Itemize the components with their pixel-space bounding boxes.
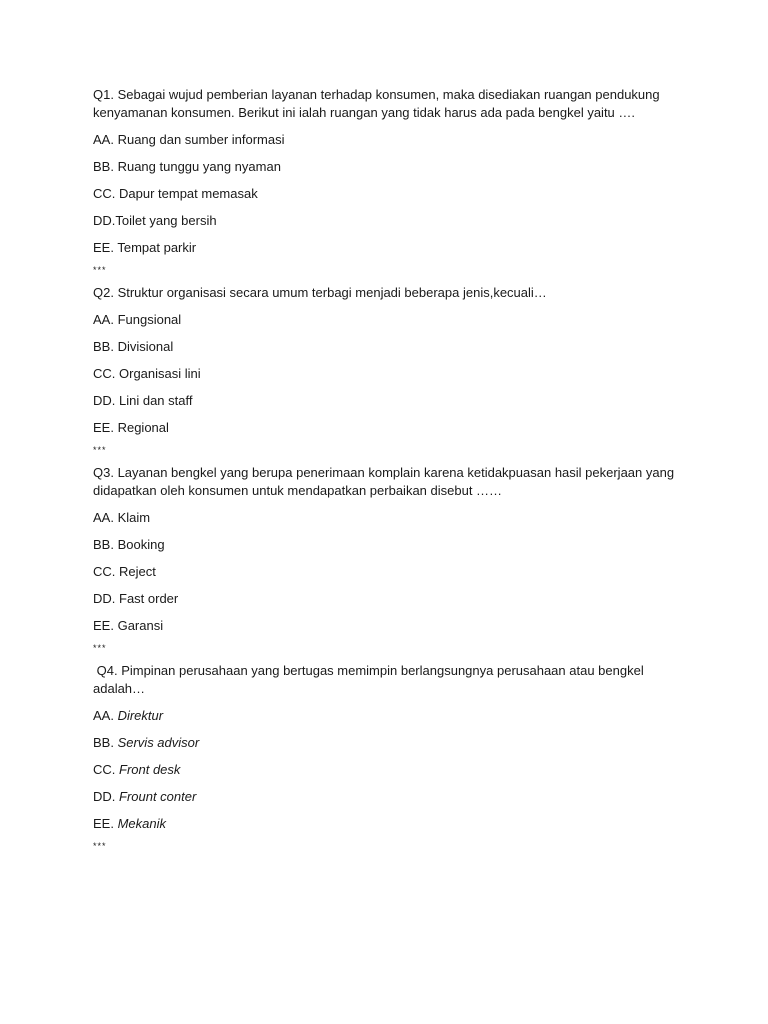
option-text: Mekanik xyxy=(117,816,166,831)
option-text: Fungsional xyxy=(117,312,182,327)
option-text: Tempat parkir xyxy=(117,240,197,255)
option-e xyxy=(93,617,683,635)
option-prefix: AA. xyxy=(93,510,118,525)
option-text: Dapur tempat memasak xyxy=(119,186,258,201)
option-prefix: EE. xyxy=(93,618,118,633)
option-text: Front desk xyxy=(119,762,181,777)
option-text: Garansi xyxy=(117,618,164,633)
option-prefix: DD. xyxy=(93,789,119,804)
option-c xyxy=(93,185,683,203)
option-d xyxy=(93,212,683,230)
separator: *** xyxy=(93,445,107,455)
option-prefix: DD. xyxy=(93,213,116,228)
option-text: Booking xyxy=(117,537,165,552)
question-block-2 xyxy=(93,284,683,455)
option-a xyxy=(93,707,683,725)
option-text: Divisional xyxy=(117,339,174,354)
separator: *** xyxy=(93,643,107,653)
option-text: Direktur xyxy=(117,708,164,723)
option-text: Frount conter xyxy=(119,789,197,804)
option-prefix: EE. xyxy=(93,240,118,255)
option-text: Reject xyxy=(119,564,156,579)
option-prefix: BB. xyxy=(93,537,118,552)
separator: *** xyxy=(93,265,107,275)
option-text: Regional xyxy=(117,420,169,435)
option-text: Klaim xyxy=(117,510,151,525)
question-text: Q3. Layanan bengkel yang berupa penerimaan komplain karena ketidakpuasan hasil pekerjaan yang didapatkan oleh konsumen untuk mendapatkan perbaikan disebut …… xyxy=(93,465,675,498)
option-prefix: BB. xyxy=(93,339,118,354)
option-a xyxy=(93,131,683,149)
option-prefix: CC. xyxy=(93,564,119,579)
option-b xyxy=(93,338,683,356)
option-e xyxy=(93,815,683,833)
option-prefix: CC. xyxy=(93,366,119,381)
option-prefix: AA. xyxy=(93,312,118,327)
option-prefix: EE. xyxy=(93,420,118,435)
option-b xyxy=(93,536,683,554)
option-d xyxy=(93,392,683,410)
question-block-3 xyxy=(93,464,683,653)
option-prefix: BB. xyxy=(93,735,118,750)
option-prefix: CC. xyxy=(93,762,119,777)
separator: *** xyxy=(93,841,107,851)
option-c xyxy=(93,365,683,383)
option-a xyxy=(93,509,683,527)
question-text: Q4. Pimpinan perusahaan yang bertugas memimpin berlangsungnya perusahaan atau bengkel adalah… xyxy=(93,663,648,696)
option-c xyxy=(93,761,683,779)
option-text: Lini dan staff xyxy=(119,393,193,408)
option-prefix: DD. xyxy=(93,591,119,606)
option-b xyxy=(93,158,683,176)
document-page xyxy=(93,86,683,860)
option-e xyxy=(93,419,683,437)
option-c xyxy=(93,563,683,581)
question-block-4 xyxy=(93,662,683,851)
option-d xyxy=(93,590,683,608)
option-prefix: EE. xyxy=(93,816,118,831)
question-block-1 xyxy=(93,86,683,275)
option-text: Fast order xyxy=(119,591,179,606)
option-prefix: CC. xyxy=(93,186,119,201)
option-b xyxy=(93,734,683,752)
option-text: Servis advisor xyxy=(117,735,200,750)
option-prefix: AA. xyxy=(93,132,118,147)
question-text: Q2. Struktur organisasi secara umum terbagi menjadi beberapa jenis,kecuali… xyxy=(93,285,547,300)
option-prefix: AA. xyxy=(93,708,118,723)
option-prefix: DD. xyxy=(93,393,119,408)
option-text: Toilet yang bersih xyxy=(115,213,217,228)
option-prefix: BB. xyxy=(93,159,118,174)
option-text: Organisasi lini xyxy=(119,366,201,381)
option-d xyxy=(93,788,683,806)
option-text: Ruang tunggu yang nyaman xyxy=(117,159,281,174)
option-e xyxy=(93,239,683,257)
option-a xyxy=(93,311,683,329)
question-text: Q1. Sebagai wujud pemberian layanan terhadap konsumen, maka disediakan ruangan pendukung kenyamanan konsumen. Berikut ini ialah ruangan yang tidak harus ada pada bengkel yaitu …. xyxy=(93,87,660,120)
option-text: Ruang dan sumber informasi xyxy=(117,132,285,147)
